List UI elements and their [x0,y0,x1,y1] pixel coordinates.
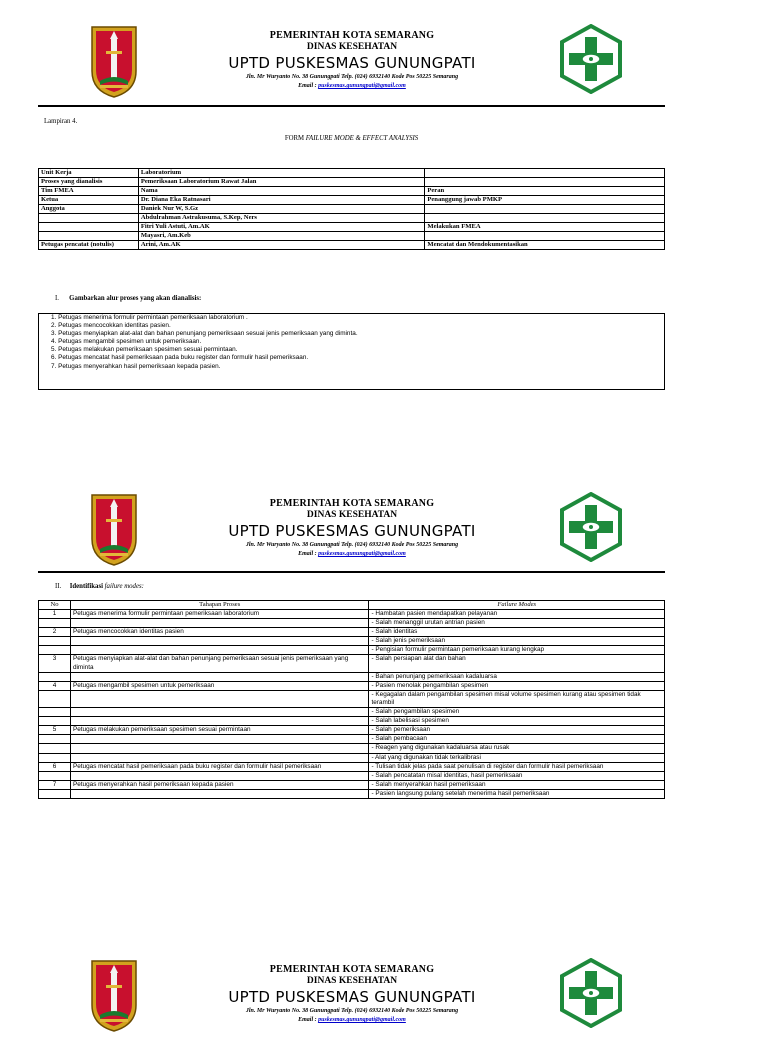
process-step-cell: Petugas menerima formulir permintaan pemeriksaan laboratorium [70,610,369,619]
table-row [39,187,665,196]
process-step-cell [70,744,369,753]
section-2-title: Identifikasi [69,583,105,590]
process-step-cell [70,753,369,762]
puskesmas-logo-icon [560,492,622,562]
process-step-cell: Petugas mencatat hasil pemeriksaan pada buku register dan formulir hasil pemeriksaan [70,762,369,771]
agency-name: DINAS KESEHATAN [306,510,398,520]
table-row [39,214,665,223]
row-name-cell: Fitri Yuli Astuti, Am.AK [138,223,425,232]
row-role-cell: Melakukan FMEA [425,223,665,232]
failure-mode-cell: - Tulisan tidak jelas pada saat penulisan di register dan formulir hasil pemeriksaan [369,762,665,771]
form-title-prefix: FORM [284,135,306,142]
email-link[interactable]: puskesmas.gunungpati@gmail.com [318,83,406,89]
attachment-label: Lampiran 4. [44,118,78,125]
process-step: 5. Petugas melakukan pemeriksaan spesimen sesuai permintaan. [51,346,238,354]
failure-mode-cell: - Bahan penunjang pemeriksaan kadaluarsa [369,672,665,681]
row-label-cell [39,232,139,241]
row-label-cell: Proses yang dianalisis [39,178,139,187]
row-number-cell [39,637,71,646]
process-step-cell: Petugas mencocokkan identitas pasien [70,628,369,637]
letterhead [0,934,768,1044]
row-role-cell: Mencatat dan Mendokumentasikan [425,241,665,250]
section-1-heading [55,294,201,303]
process-step-cell [70,735,369,744]
table-row [39,681,665,690]
process-step-cell [70,771,369,780]
process-step-cell: Petugas mengambil spesimen untuk pemeriksaan [70,681,369,690]
semarang-emblem-icon [90,493,138,567]
row-number-cell [39,789,71,798]
process-step-cell [70,646,369,655]
row-number-cell: 6 [39,762,71,771]
email-line [140,550,564,558]
address: Jln. Mr Wuryanto No. 38 Gunungpati Telp. (024) 6932140 Kode Pos 50225 Semarang [245,1008,459,1014]
puskesmas-logo-icon [560,958,622,1028]
row-role-cell [425,169,665,178]
failure-mode-cell: - Pasien menolak pengambilan spesimen [369,681,665,690]
address: Jln. Mr Wuryanto No. 38 Gunungpati Telp. (024) 6932140 Kode Pos 50225 Semarang [245,542,459,548]
table-row [39,690,665,707]
row-number-cell [39,753,71,762]
failure-mode-cell: - Salah pembacaan [369,735,665,744]
row-role-cell: Penanggung jawab PMKP [425,196,665,205]
process-step-cell: Petugas melakukan pemeriksaan spesimen sesuai permintaan [70,726,369,735]
row-label-cell: Ketua [39,196,139,205]
row-number-cell: 1 [39,610,71,619]
puskesmas-name: UPTD PUSKESMAS GUNUNGPATI [228,988,476,1006]
row-number-cell [39,708,71,717]
email-label: Email : [298,83,319,89]
process-step-cell [70,708,369,717]
process-step-cell [70,637,369,646]
table-row [39,762,665,771]
row-label-cell: Tim FMEA [39,187,139,196]
fmea-team-table [38,168,665,250]
row-label-cell: Petugas pencatat (notulis) [39,241,139,250]
puskesmas-name: UPTD PUSKESMAS GUNUNGPATI [228,522,476,540]
process-step: 4. Petugas mengambil spesimen untuk pemeriksaan. [51,338,202,346]
failure-mode-cell: - Alat yang digunakan tidak terkalibrasi [369,753,665,762]
table-row [39,780,665,789]
failure-mode-cell: - Salah menyerahkan hasil pemeriksaan [369,780,665,789]
row-label-cell [39,214,139,223]
row-role-cell [425,232,665,241]
table-row [39,655,665,672]
table-row [39,205,665,214]
email-link[interactable]: puskesmas.gunungpati@gmail.com [318,551,406,557]
row-role-cell: Peran [425,187,665,196]
process-step: 6. Petugas mencatat hasil pemeriksaan pada buku register dan formulir hasil pemeriksaan. [51,354,309,362]
puskesmas-name: UPTD PUSKESMAS GUNUNGPATI [228,54,476,72]
process-step-cell [70,619,369,628]
table-row [39,726,665,735]
failure-mode-cell: - Pengisian formulir permintaan pemeriksaan kurang lengkap [369,646,665,655]
table-row [39,628,665,637]
email-line [140,82,564,90]
failure-mode-cell: - Hambatan pasien mendapatkan pelayanan [369,610,665,619]
letterhead [0,468,768,578]
header-divider [38,105,665,107]
column-header-no: No [39,601,71,610]
table-row [39,178,665,187]
semarang-emblem-icon [90,959,138,1033]
table-row [39,169,665,178]
process-step: 2. Petugas mencocokkan identitas pasien. [51,322,171,330]
table-row [39,708,665,717]
letterhead [0,0,768,110]
row-label-cell: Unit Kerja [39,169,139,178]
failure-mode-cell: - Salah persiapan alat dan bahan [369,655,665,672]
process-step-cell [70,717,369,726]
row-name-cell: Arini, Am.AK [138,241,425,250]
section-1-number: I. [55,295,59,302]
table-row [39,232,665,241]
process-step: 7. Petugas menyerahkan hasil pemeriksaan kepada pasien. [51,362,221,370]
process-step: 3. Petugas menyiapkan alat-alat dan bahan penunjang pemeriksaan sesuai jenis pemeriksaan yang diminta. [51,330,358,338]
failure-mode-cell: - Salah identitas [369,628,665,637]
agency-name: DINAS KESEHATAN [306,42,398,52]
row-name-cell: Laboratorium [138,169,425,178]
table-row [39,789,665,798]
row-name-cell: Pemeriksaan Laboratorium Rawat Jalan [138,178,425,187]
column-header-failure-modes: Failure Modes [369,601,665,610]
row-number-cell: 7 [39,780,71,789]
table-row [39,735,665,744]
government-name: PEMERINTAH KOTA SEMARANG [269,498,435,509]
agency-name: DINAS KESEHATAN [306,976,398,986]
table-row [39,672,665,681]
semarang-emblem-icon [90,25,138,99]
row-number-cell [39,744,71,753]
table-row [39,610,665,619]
row-name-cell: Abdulrahman Astrakusuma, S.Kep, Ners [138,214,425,223]
process-step-cell [70,789,369,798]
row-label-cell [39,223,139,232]
failure-mode-cell: - Salah pemeriksaan [369,726,665,735]
row-number-cell [39,771,71,780]
table-row [39,637,665,646]
row-number-cell [39,717,71,726]
row-number-cell [39,672,71,681]
puskesmas-logo-icon [560,24,622,94]
row-number-cell: 4 [39,681,71,690]
failure-mode-cell: - Salah menanggil urutan antrian pasien [369,619,665,628]
row-number-cell [39,619,71,628]
failure-mode-cell: - Pasien langsung pulang setelah menerima hasil pemeriksaan [369,789,665,798]
failure-mode-cell: - Salah pencatatan misal identitas, hasil pemeriksaan [369,771,665,780]
row-number-cell [39,690,71,707]
section-2-title-italic: failure modes: [104,583,144,590]
table-row [39,619,665,628]
process-step: 1. Petugas menerima formulir permintaan pemeriksaan laboratorium . [51,314,248,321]
email-line [140,1016,564,1024]
header-divider-2 [38,571,665,573]
table-row [39,223,665,232]
section-1-title: Gambarkan alur proses yang akan dianalisis: [69,295,202,302]
row-name-cell: Dr. Diana Eka Ratnasari [138,196,425,205]
form-title-rest: FAILURE MODE & EFFECT ANALYSIS [305,135,419,142]
row-role-cell [425,178,665,187]
table-row [39,241,665,250]
government-name: PEMERINTAH KOTA SEMARANG [269,964,435,975]
email-label: Email : [298,1017,319,1023]
failure-modes-table [38,600,665,799]
process-step-cell: Petugas menyiapkan alat-alat dan bahan penunjang pemeriksaan sesuai jenis pemeriksaan yang diminta [70,655,369,672]
row-number-cell [39,646,71,655]
failure-mode-cell: - Kegagalan dalam pengambilan spesimen misal volume spesimen kurang atau spesimen tidak terambil [369,690,665,707]
row-number-cell: 5 [39,726,71,735]
form-title [38,134,665,143]
row-name-cell: Nama [138,187,425,196]
government-name: PEMERINTAH KOTA SEMARANG [269,30,435,41]
table-row [39,717,665,726]
failure-mode-cell: - Reagen yang digunakan kadaluarsa atau rusak [369,744,665,753]
table-row [39,753,665,762]
table-row [39,744,665,753]
row-number-cell [39,735,71,744]
process-step-cell [70,690,369,707]
table-row [39,196,665,205]
table-row [39,771,665,780]
process-step-cell: Petugas menyerahkan hasil pemeriksaan kepada pasien [70,780,369,789]
row-role-cell [425,205,665,214]
failure-mode-cell: - Salah pengambilan spesimen [369,708,665,717]
process-step-cell [70,672,369,681]
row-number-cell: 2 [39,628,71,637]
row-label-cell: Anggota [39,205,139,214]
failure-mode-cell: - Salah labelisasi spesimen [369,717,665,726]
table-row [39,646,665,655]
row-name-cell: Mayasri, Am.Keb [138,232,425,241]
column-header-step: Tahapan Proses [70,601,369,610]
email-link[interactable]: puskesmas.gunungpati@gmail.com [318,1017,406,1023]
row-name-cell: Daniek Nur W, S.Gz [138,205,425,214]
process-steps-box [38,313,665,390]
email-label: Email : [298,551,319,557]
failure-mode-cell: - Salah jenis pemeriksaan [369,637,665,646]
row-role-cell [425,214,665,223]
address: Jln. Mr Wuryanto No. 38 Gunungpati Telp. (024) 6932140 Kode Pos 50225 Semarang [245,74,459,80]
section-2-heading [55,582,144,591]
row-number-cell: 3 [39,655,71,672]
section-2-number: II. [55,583,62,590]
